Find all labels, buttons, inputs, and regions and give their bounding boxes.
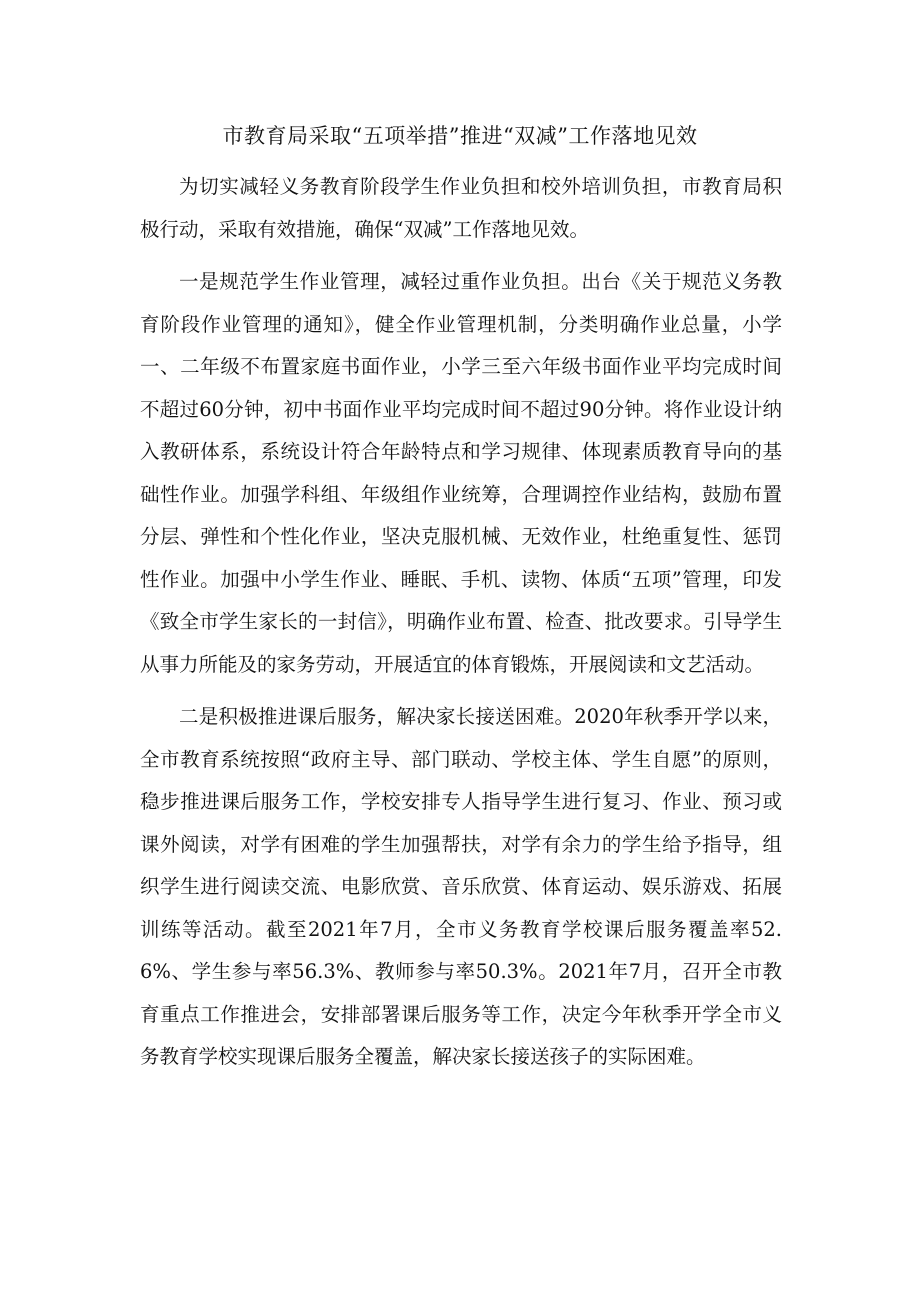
document-title: 市教育局采取“五项举措”推进“双减”工作落地见效: [222, 124, 698, 148]
measure-two-paragraph: 二是积极推进课后服务，解决家长接送困难。2020年秋季开学以来，全市教育系统按照“政府主导、部门联动、学校主体、学生自愿”的原则，稳步推进课后服务工作，学校安排专人指导学生进行复习、作业、预习或课外阅读，对学有困难的学生加强帮扶，对学有余力的学生给予指导，组织学生进行阅读交流、电影欣赏、音乐欣赏、体育运动、娱乐游戏、拓展训练等活动。截至2021年7月，全市义务教育学校课后服务覆盖率52.6%、学生参与率56.3%、教师参与率50.3%。2021年7月，召开全市教育重点工作推进会，安排部署课后服务等工作，决定今年秋季开学全市义务教育学校实现课后服务全覆盖，解决家长接送孩子的实际困难。: [140, 705, 782, 1068]
measure-one-paragraph: 一是规范学生作业管理，减轻过重作业负担。出台《关于规范义务教育阶段作业管理的通知》，健全作业管理机制，分类明确作业总量，小学一、二年级不布置家庭书面作业，小学三至六年级书面作业平均完成时间不超过60分钟，初中书面作业平均完成时间不超过90分钟。将作业设计纳入教研体系，系统设计符合年龄特点和学习规律、体现素质教育导向的基础性作业。加强学科组、年级组作业统筹，合理调控作业结构，鼓励布置分层、弹性和个性化作业，坚决克服机械、无效作业，杜绝重复性、惩罚性作业。加强中小学生作业、睡眠、手机、读物、体质“五项”管理，印发《致全市学生家长的一封信》，明确作业布置、检查、批改要求。引导学生从事力所能及的家务劳动，开展适宜的体育锻炼，开展阅读和文艺活动。: [140, 270, 782, 676]
document-body: [140, 166, 782, 1089]
intro-paragraph: 为切实减轻义务教育阶段学生作业负担和校外培训负担，市教育局积极行动，采取有效措施，确保“双减”工作落地见效。: [140, 175, 782, 241]
